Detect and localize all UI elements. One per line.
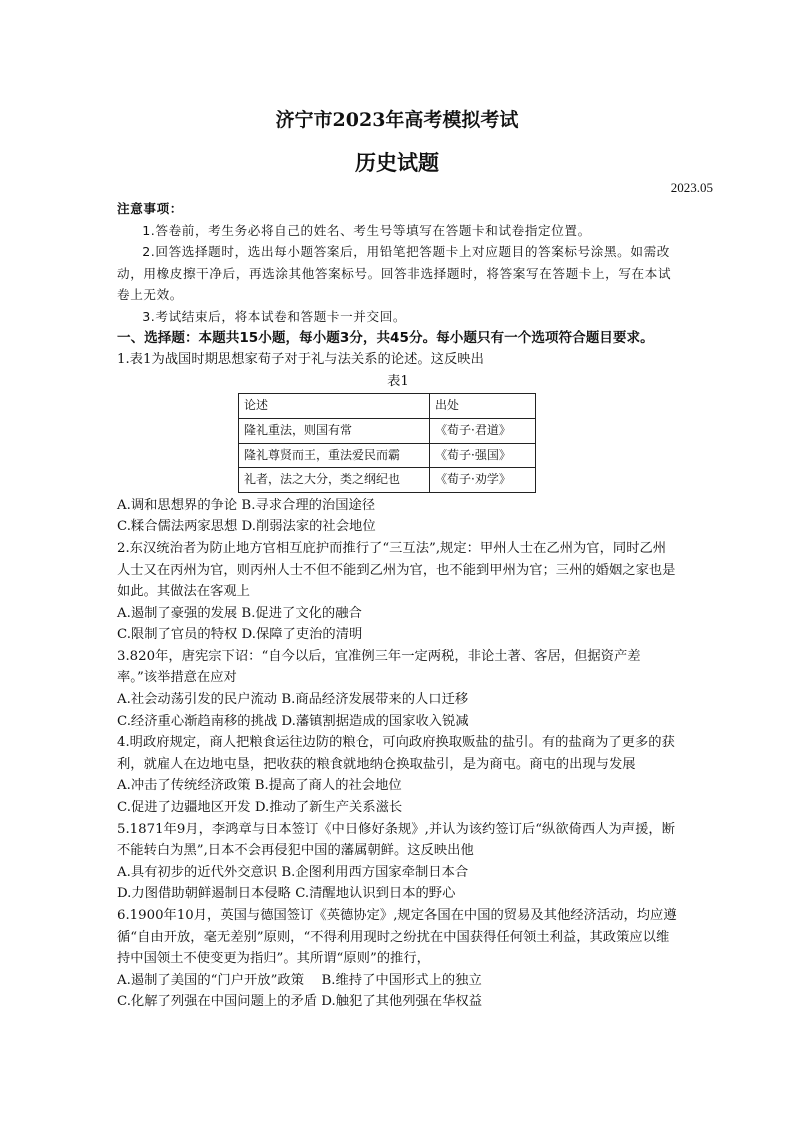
exam-date: 2023.05 [670,180,713,195]
question-6-options-cd: C.化解了列强在中国问题上的矛盾 D.触犯了其他列强在华权益 [117,994,482,1010]
section-1-heading: 一、选择题：本题共15小题，每小题3分，共45分。每小题只有一个选项符合题目要求。 [117,329,654,346]
table-cell: 《荀子·强国》 [430,443,536,468]
question-5-options-ab: A.具有初步的近代外交意识 B.企图利用西方国家牵制日本合 [117,864,469,880]
question-1-options-ab: A.调和思想界的争论 B.寻求合理的治国途径 [117,497,376,513]
exam-title: 济宁市2023年高考模拟考试 [275,109,519,131]
table-row [239,418,536,443]
table-cell: 礼者，法之大分，类之纲纪也 [239,468,430,493]
question-6-stem: 6.1900年10月，英国与德国签订《英德协定》,规定各国在中国的贸易及其他经济活动，均应遵循“自由开放，毫无差别”原则，“不得利用现时之纷扰在中国获得任何领土利益，其政策应以维持中国领土不使变更为指归”。其所谓“原则”的推行， [117,908,677,967]
question-4-options-cd: C.促进了边疆地区开发 D.推动了新生产关系滋长 [117,800,403,816]
question-1-options-cd: C.糅合儒法两家思想 D.削弱法家的社会地位 [117,519,376,535]
table-cell: 隆礼重法，则国有常 [239,418,430,443]
question-4-stem: 4.明政府规定，商人把粮食运往边防的粮仓，可向政府换取贩盐的盐引。有的盐商为了更多的获利，就雇人在边地屯垦，把收获的粮食就地纳仓换取盐引，是为商屯。商屯的出现与发展 [117,735,675,772]
table-row [239,468,536,493]
question-6-options-ab: A.遏制了美国的“门户开放”政策 B.维持了中国形式上的独立 [117,972,482,988]
question-3-options-cd: C.经济重心渐趋南移的挑战 D.藩镇割据造成的国家收入锐减 [117,713,469,729]
question-5-stem: 5.1871年9月，李鸿章与日本签订《中日修好条规》,并认为该约签订后“纵欲倚西人为声援，断不能转白为黑”,日本不会再侵犯中国的藩属朝鲜。这反映出他 [117,821,675,859]
table-cell: 《荀子·劝学》 [430,468,536,493]
question-1-stem: 1.表1为战国时期思想家荀子对于礼与法关系的论述。这反映出 [117,352,484,368]
table-1-caption: 表1 [387,373,409,389]
notice-heading: 注意事项： [117,201,183,216]
table-header-cell: 出处 [430,394,536,419]
question-5-options-cd: D.力图借助朝鲜遏制日本侵略 C.清醒地认识到日本的野心 [117,886,456,902]
exam-content [117,198,679,1013]
question-2-options-cd: C.限制了官员的特权 D.保障了吏治的清明 [117,627,363,643]
table-row [239,443,536,468]
question-2-stem: 2.东汉统治者为防止地方官相互庇护而推行了“三互法”,规定：甲州人士在乙州为官，同时乙州人士又在丙州为官，则丙州人士不但不能到乙州为官，也不能到甲州为官；三州的婚姻之家也是如此。其做法在客观上 [117,540,676,600]
notice-item-2: 2.回答选择题时，选出每小题答案后，用铅笔把答题卡上对应题目的答案标号涂黑。如需改动，用橡皮擦干净后，再选涂其他答案标号。回答非选择题时，将答案写在答题卡上，写在本试卷上无效。 [117,244,672,303]
question-3-options-ab: A.社会动荡引发的民户流动 B.商品经济发展带来的人口迁移 [117,692,469,708]
question-4-options-ab: A.冲击了传统经济政策 B.提高了商人的社会地位 [117,778,402,794]
notice-item-1: 1.答卷前，考生务必将自己的姓名、考生号等填写在答题卡和试卷指定位置。 [142,222,591,238]
table-header-row [239,394,536,419]
exam-subject-title: 历史试题 [355,150,439,175]
table-header-cell: 论述 [239,394,430,419]
question-2-options-ab: A.遏制了豪强的发展 B.促进了文化的融合 [117,605,362,621]
table-1 [238,393,536,492]
question-3-stem: 3.820年，唐宪宗下诏：“自今以后，宜准例三年一定两税，非论土著、客居，但据资产差率。”该举措意在应对 [117,648,641,686]
table-cell: 《荀子·君道》 [430,418,536,443]
table-cell: 隆礼尊贤而王，重法爱民而霸 [239,443,430,468]
notice-item-3: 3.考试结束后，将本试卷和答题卡一并交回。 [142,308,407,324]
